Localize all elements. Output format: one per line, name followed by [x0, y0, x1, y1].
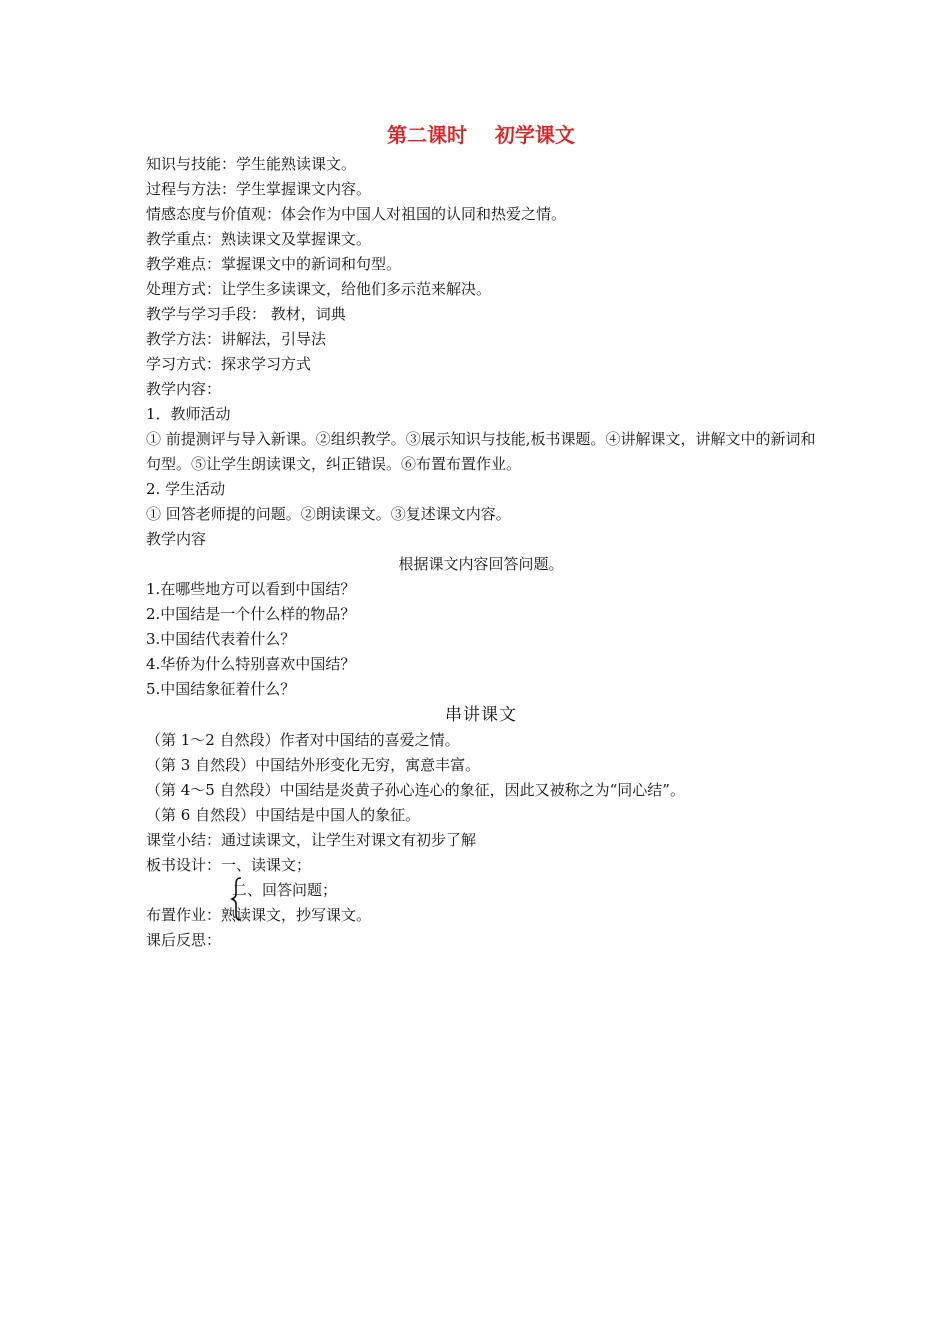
- questions-intro: 根据课文内容回答问题。: [398, 555, 564, 573]
- lecture-item: （第 1～2 自然段）作者对中国结的喜爱之情。: [146, 731, 460, 749]
- question-item: 1.在哪些地方可以看到中国结？: [146, 580, 356, 598]
- objective-line: 教学难点：掌握课文中的新词和句型。: [146, 255, 402, 273]
- curly-brace-icon: [230, 877, 244, 921]
- teacher-activity-content: ① 前提测评与导入新课。②组织教学。③展示知识与技能,板书课题。④讲解课文，讲解文中的新词和句型。⑤让学生朗读课文，纠正错误。⑥布置布置作业。: [146, 430, 816, 473]
- board-item: 一、读课文；: [221, 856, 312, 874]
- objective-line: 教学方法：讲解法，引导法: [146, 330, 327, 348]
- lecture-heading: 串讲课文: [445, 705, 517, 725]
- objective-line: 教学与学习手段： 教材，词典: [146, 305, 346, 323]
- reflection-line: 课后反思：: [146, 931, 222, 949]
- document-page: [146, 120, 816, 953]
- objective-line: 教学内容：: [146, 380, 222, 398]
- objective-line: 学习方式：探求学习方式: [146, 355, 312, 373]
- lecture-item: （第 3 自然段）中国结外形变化无穷，寓意丰富。: [146, 756, 481, 774]
- objective-line: 过程与方法：学生掌握课文内容。: [146, 180, 372, 198]
- question-item: 5.中国结象征着什么？: [146, 680, 296, 698]
- lecture-item: （第 4～5 自然段）中国结是炎黄子孙心连心的象征，因此又被称之为“同心结”。: [146, 781, 685, 799]
- student-activity-content: ① 回答老师提的问题。②朗读课文。③复述课文内容。: [146, 505, 511, 523]
- board-design-row: [146, 878, 816, 903]
- objective-line: 教学重点：熟读课文及掌握课文。: [146, 230, 372, 248]
- question-item: 4.华侨为什么特别喜欢中国结？: [146, 655, 356, 673]
- board-design-label: 板书设计：: [146, 856, 222, 874]
- question-item: 3.中国结代表着什么？: [146, 630, 296, 648]
- class-summary: 课堂小结：通过读课文，让学生对课文有初步了解: [146, 831, 477, 849]
- question-item: 2.中国结是一个什么样的物品？: [146, 605, 356, 623]
- objective-line: 处理方式：让学生多读课文，给他们多示范来解决。: [146, 280, 492, 298]
- board-item: 二、回答问题；: [232, 881, 338, 899]
- content-label: 教学内容: [146, 530, 207, 548]
- page-title: 第二课时 初学课文: [387, 123, 575, 147]
- board-design-row: [146, 853, 816, 878]
- homework-line: 布置作业：熟读课文，抄写课文。: [146, 906, 372, 924]
- objective-line: 情感态度与价值观：体会作为中国人对祖国的认同和热爱之情。: [146, 205, 567, 223]
- teacher-activity-heading: 1．教师活动: [146, 405, 231, 423]
- student-activity-heading: 2. 学生活动: [146, 480, 226, 498]
- objective-line: 知识与技能：学生能熟读课文。: [146, 155, 357, 173]
- lecture-item: （第 6 自然段）中国结是中国人的象征。: [146, 806, 421, 824]
